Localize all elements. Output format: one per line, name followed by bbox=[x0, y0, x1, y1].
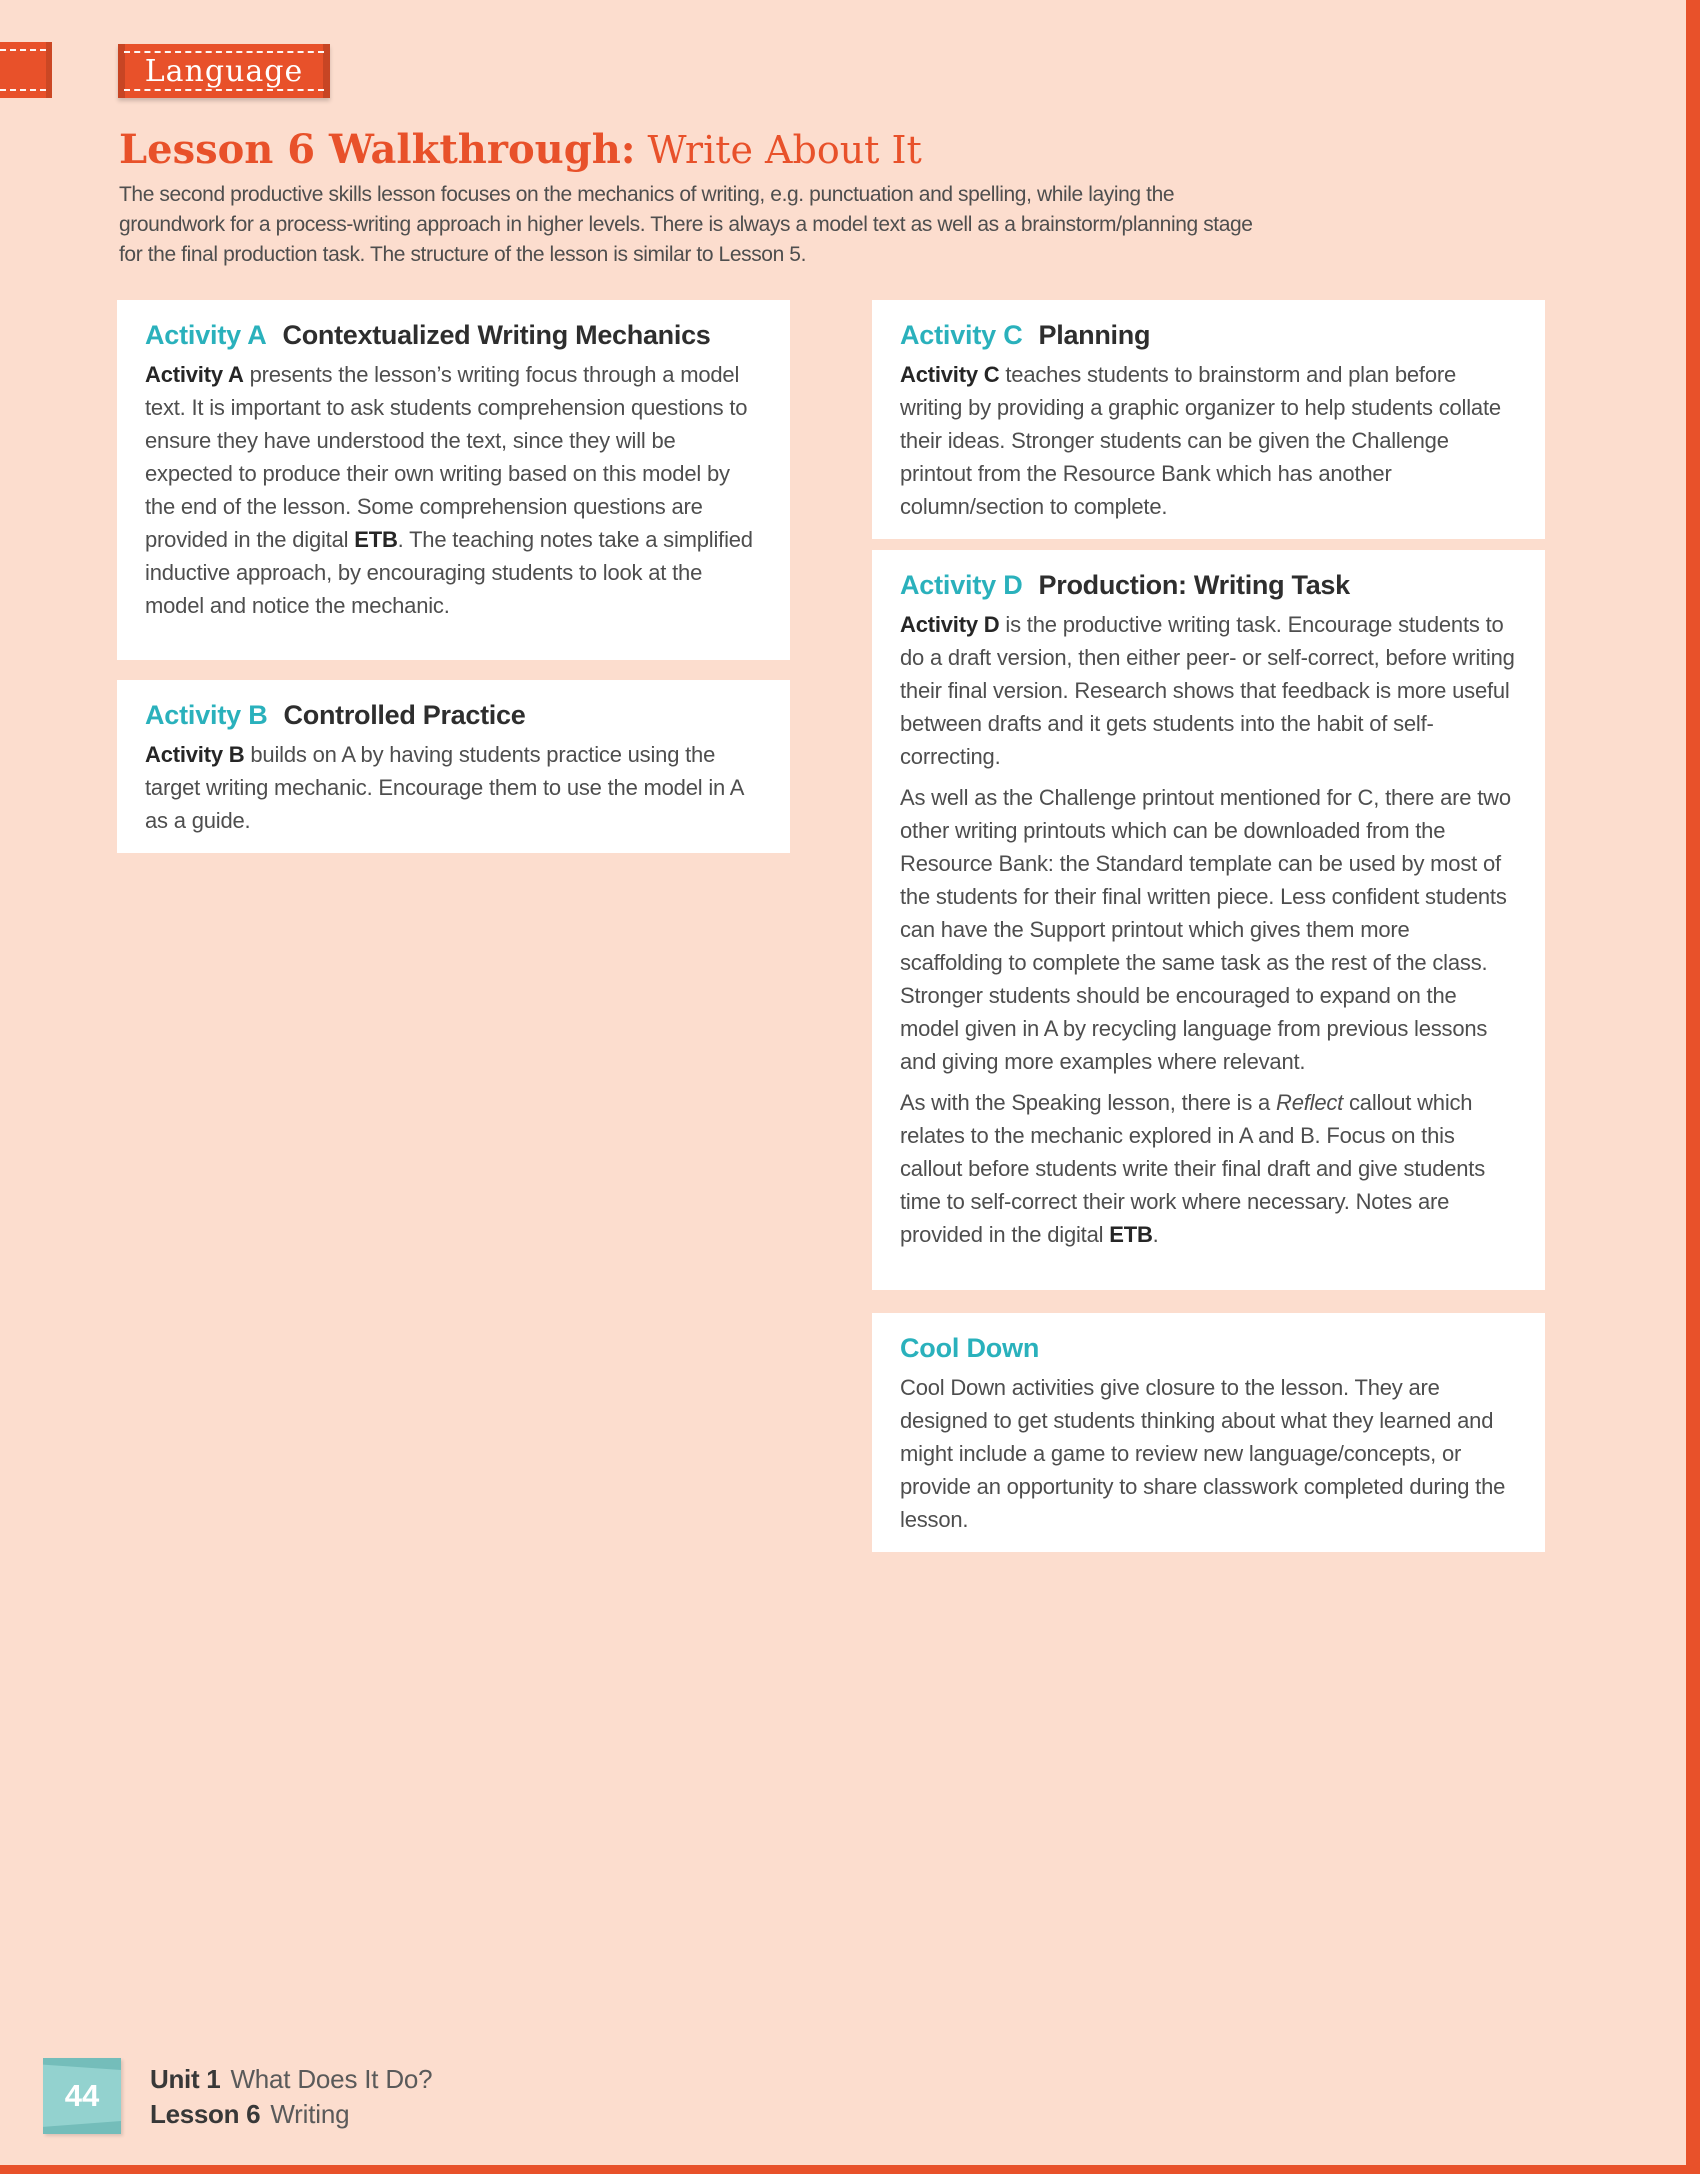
activity-b-heading-label: Activity B bbox=[145, 700, 268, 730]
activity-a-heading bbox=[145, 318, 762, 352]
activity-d-body bbox=[900, 608, 1517, 1251]
page-number: 44 bbox=[64, 2078, 100, 2113]
activity-c-heading-label: Activity C bbox=[900, 320, 1023, 350]
cool-down-heading-label: Cool Down bbox=[900, 1333, 1040, 1363]
footer-unit-label: Unit 1 bbox=[150, 2064, 221, 2094]
paragraph: Activity A presents the lesson’s writing focus through a model text. It is important to ask students comprehension questions to ensure they have understood the text, since they will be expected to produce their own writing based on this model by the end of the lesson. Some comprehension questions are provided in the digital ETB. The teaching notes take a simplified inductive approach, by encouraging students to look at the model and notice the mechanic. bbox=[145, 362, 753, 618]
activity-c-heading bbox=[900, 318, 1517, 352]
activity-c-heading-title: Planning bbox=[1038, 320, 1151, 350]
page-number-badge bbox=[43, 2058, 121, 2134]
footer-lesson-label: Lesson 6 bbox=[150, 2099, 261, 2129]
activity-d-heading bbox=[900, 568, 1517, 602]
activity-b-heading-title: Controlled Practice bbox=[283, 700, 526, 730]
activity-b-body bbox=[145, 738, 762, 837]
activity-b-heading bbox=[145, 698, 762, 732]
language-ribbon bbox=[118, 44, 330, 98]
cool-down-heading bbox=[900, 1331, 1517, 1365]
activity-d-heading-title: Production: Writing Task bbox=[1038, 570, 1350, 600]
activity-d-heading-label: Activity D bbox=[900, 570, 1023, 600]
title-main: Lesson 6 Walkthrough: bbox=[119, 126, 636, 173]
footer-unit-title: What Does It Do? bbox=[230, 2064, 433, 2094]
cool-down-box bbox=[872, 1313, 1545, 1552]
bottom-edge-stripe bbox=[0, 2165, 1700, 2174]
footer-unit-line bbox=[150, 2062, 432, 2097]
activity-a-heading-title: Contextualized Writing Mechanics bbox=[282, 320, 711, 350]
activity-c-body bbox=[900, 358, 1517, 523]
paragraph: Activity D is the productive writing task. Encourage students to do a draft version, then either peer- or self-correct, before writing their final version. Research shows that feedback is more useful between drafts and it gets students into the habit of self-correcting. bbox=[900, 612, 1515, 769]
paragraph: Activity C teaches students to brainstorm and plan before writing by providing a graphic organizer to help students collate their ideas. Stronger students can be given the Challenge printout from the Resource Bank which has another column/section to complete. bbox=[900, 362, 1501, 519]
cool-down-body bbox=[900, 1371, 1517, 1536]
dashed-line-decor bbox=[0, 49, 46, 91]
paragraph: As with the Speaking lesson, there is a Reflect callout which relates to the mechanic explored in A and B. Focus on this callout before students write their final draft and give students time to self-correct their work where necessary. Notes are provided in the digital ETB. bbox=[900, 1090, 1486, 1247]
footer-lesson-title: Writing bbox=[270, 2099, 350, 2129]
footer-lesson-line bbox=[150, 2097, 432, 2132]
activity-a-body bbox=[145, 358, 762, 622]
paragraph: As well as the Challenge printout mentioned for C, there are two other writing printouts which can be downloaded from the Resource Bank: the Standard template can be used by most of the students for their final written piece. Less confident students can have the Support printout which gives them more scaffolding to complete the same task as the rest of the class. Stronger students should be encouraged to expand on the model given in A by recycling language from previous lessons and giving more examples where relevant. bbox=[900, 785, 1511, 1074]
section-tag-label: Language bbox=[144, 53, 304, 89]
activity-a-box bbox=[117, 300, 790, 660]
footer-text bbox=[150, 2062, 432, 2132]
activity-a-heading-label: Activity A bbox=[145, 320, 267, 350]
intro-paragraph: The second productive skills lesson focuses on the mechanics of writing, e.g. punctuation and spelling, while laying the groundwork for a process-writing approach in higher levels. There is always a model text as well as a brainstorm/planning stage for the final production task. The structure of the lesson is similar to Lesson 5. bbox=[119, 183, 1253, 266]
title-sub: Write About It bbox=[647, 128, 922, 172]
right-edge-stripe bbox=[1686, 0, 1700, 2174]
paragraph: Cool Down activities give closure to the lesson. They are designed to get students thinking about what they learned and might include a game to review new language/concepts, or provide an opportunity to share classwork completed during the lesson. bbox=[900, 1375, 1506, 1532]
activity-c-box bbox=[872, 300, 1545, 539]
paragraph: Activity B builds on A by having students practice using the target writing mechanic. Encourage them to use the model in A as a guide. bbox=[145, 742, 744, 833]
page-title bbox=[119, 126, 922, 173]
left-edge-tab bbox=[0, 42, 52, 98]
activity-b-box bbox=[117, 680, 790, 853]
activity-d-box bbox=[872, 550, 1545, 1290]
